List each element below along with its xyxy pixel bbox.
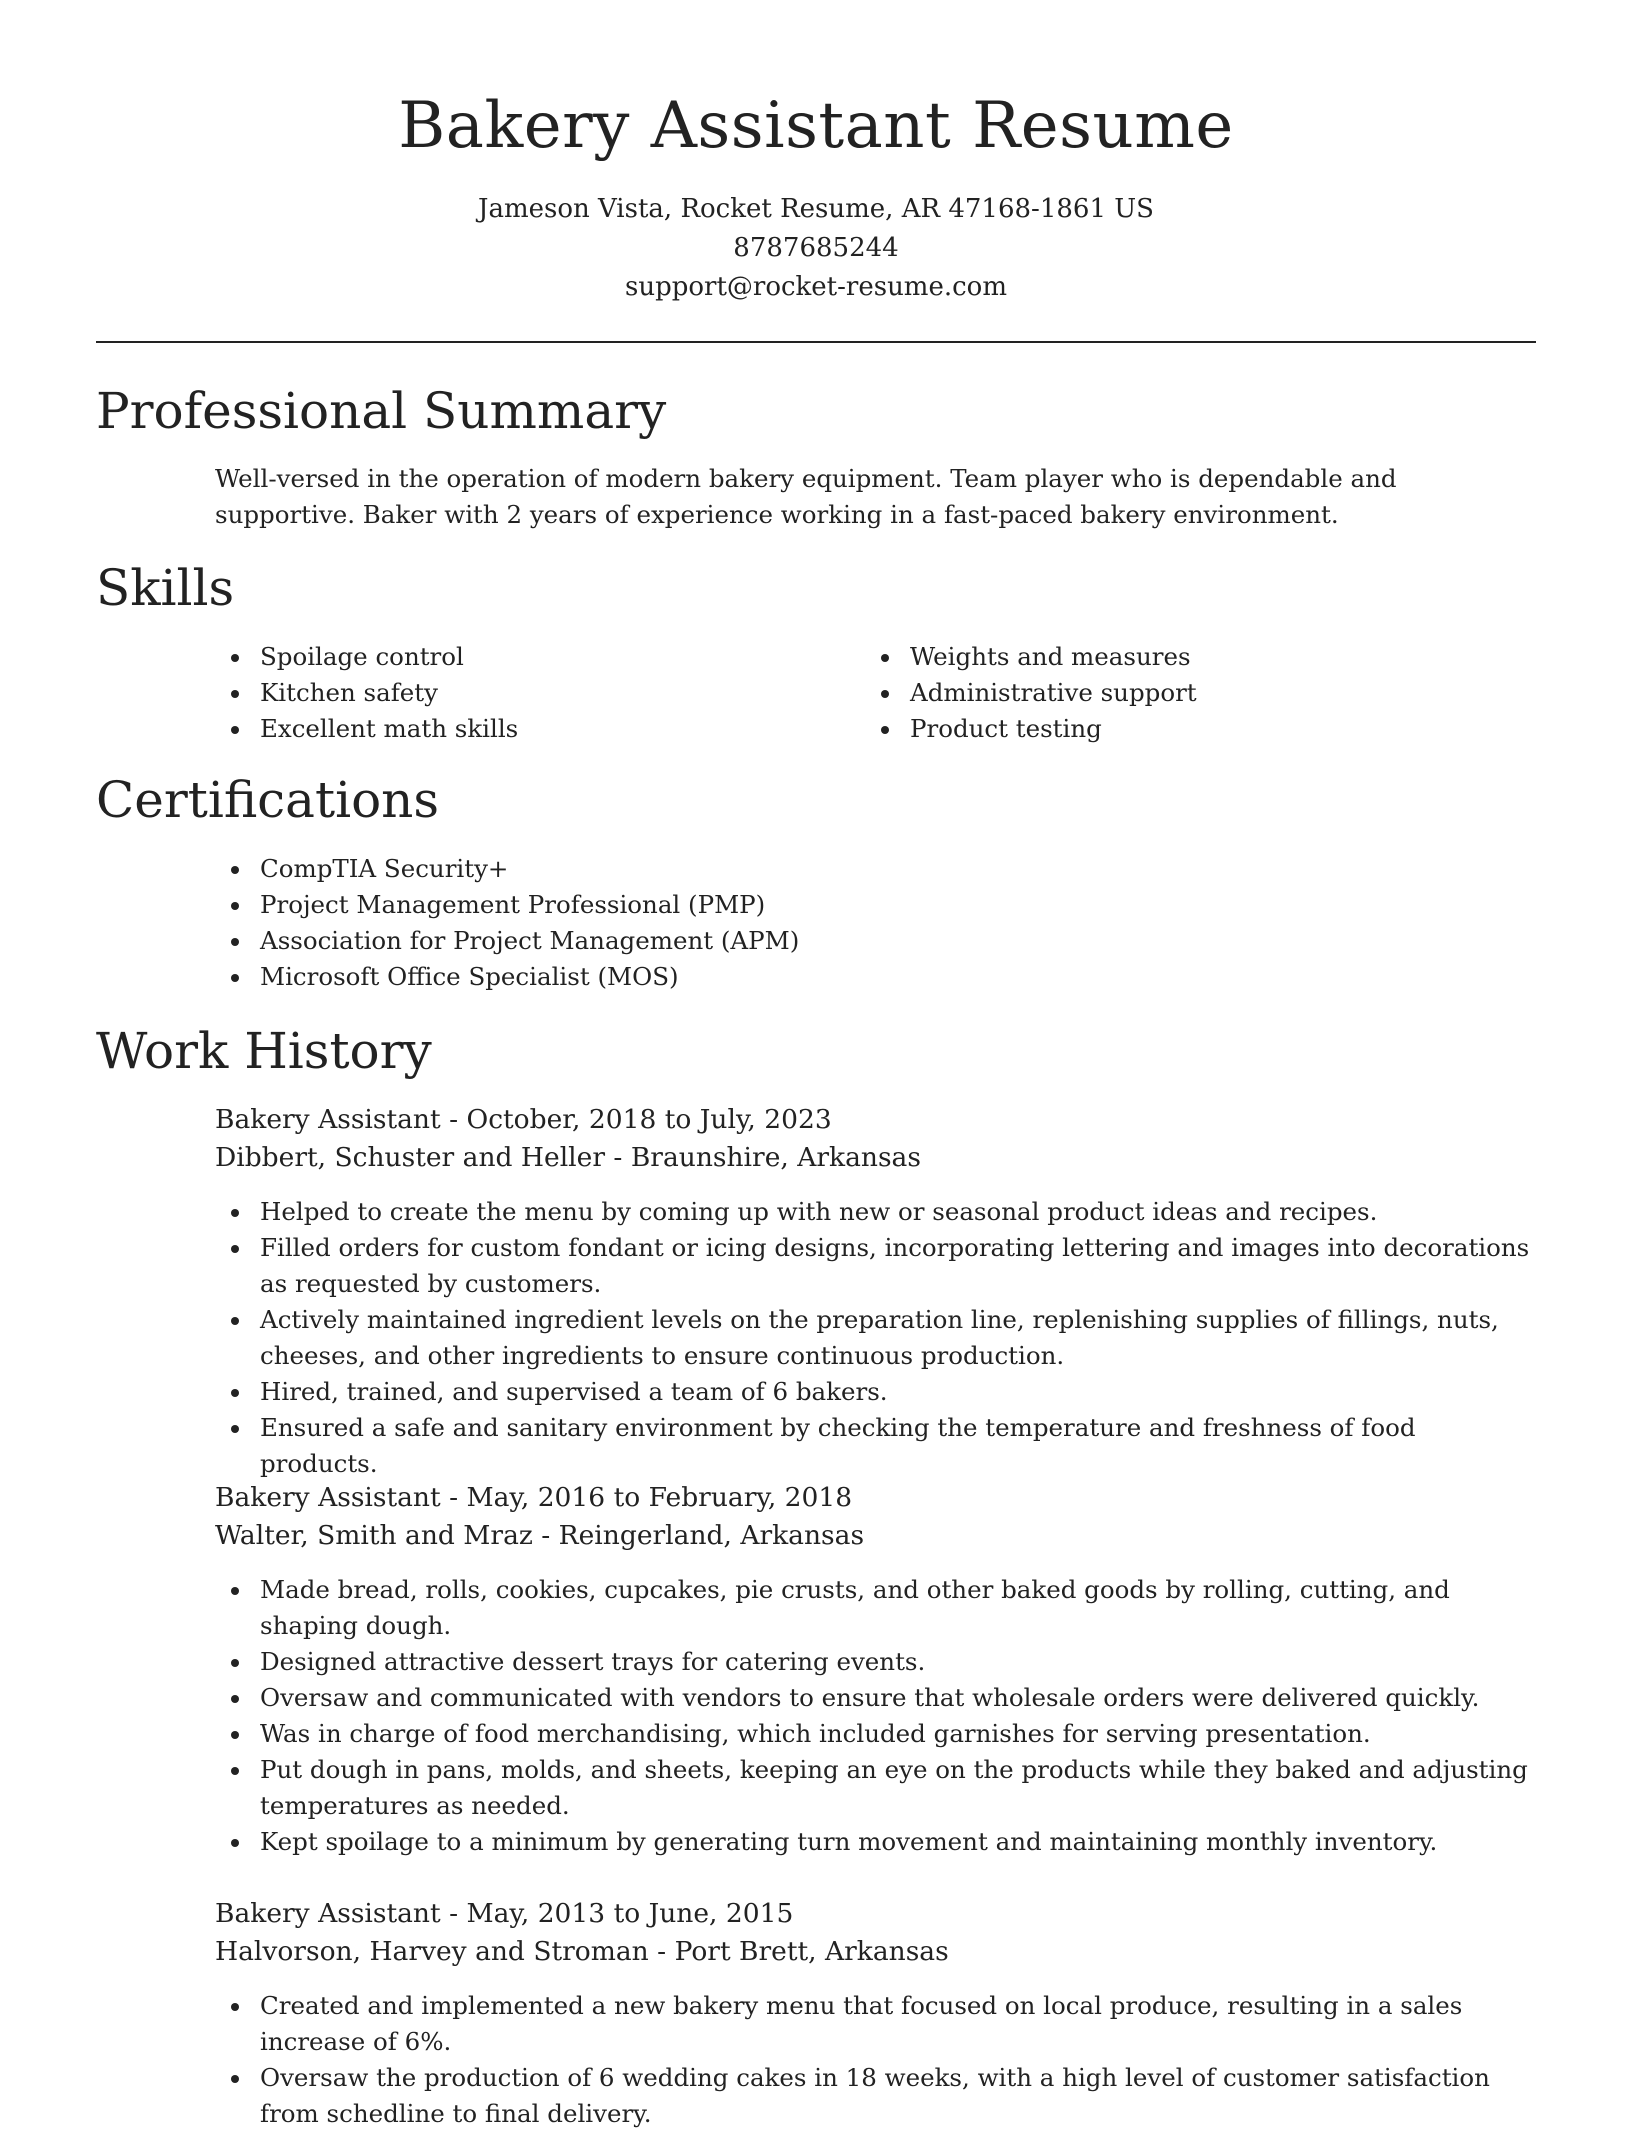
certifications-list (96, 851, 1536, 995)
section-heading-certifications: Certifications (96, 771, 440, 829)
job-bullet: Kept spoilage to a minimum by generating turn movement and maintaining monthly inventory. (96, 1824, 1536, 1860)
certification-item: Microsoft Office Specialist (MOS) (96, 959, 1536, 995)
header-divider (96, 341, 1536, 343)
certification-item: Association for Project Management (APM) (96, 923, 1536, 959)
job-title-line: Bakery Assistant - October, 2018 to July, 2023 (215, 1104, 832, 1135)
job-title: Bakery Assistant (215, 1482, 441, 1513)
job-bullet: Oversaw and communicated with vendors to ensure that wholesale orders were delivered quickly. (96, 1680, 1536, 1716)
job-bullet: Created and implemented a new bakery menu that focused on local produce, resulting in a sales increase of 6%. (96, 1988, 1536, 2060)
job-dates: May, 2016 to February, 2018 (466, 1482, 853, 1513)
job-dates: May, 2013 to June, 2015 (466, 1898, 794, 1929)
job-dates: October, 2018 to July, 2023 (466, 1104, 832, 1135)
job-title: Bakery Assistant (215, 1104, 441, 1135)
job-bullets (96, 1194, 1536, 1482)
job-title-line: Bakery Assistant - May, 2013 to June, 2015 (215, 1898, 794, 1929)
job-bullet: Hired, trained, and supervised a team of 6 bakers. (96, 1374, 1536, 1410)
section-heading-skills: Skills (96, 559, 235, 617)
job-bullet: Helped to create the menu by coming up with new or seasonal product ideas and recipes. (96, 1194, 1536, 1230)
summary-text: Well-versed in the operation of modern bakery equipment. Team player who is dependable and supportive. Baker with 2 years of experience working in a fast-paced bakery environment. (215, 464, 1397, 529)
contact-block (96, 190, 1536, 307)
job-company-line: Dibbert, Schuster and Heller - Braunshire, Arkansas (215, 1142, 921, 1173)
job-bullets (96, 1988, 1536, 2132)
job-location: Port Brett, Arkansas (674, 1936, 949, 1967)
skill-item: Administrative support (746, 675, 1446, 711)
contact-phone: 8787685244 (733, 233, 899, 263)
skill-item: Product testing (746, 711, 1446, 747)
job-bullet: Made bread, rolls, cookies, cupcakes, pie crusts, and other baked goods by rolling, cutting, and shaping dough. (96, 1572, 1536, 1644)
skill-item: Excellent math skills (96, 711, 796, 747)
contact-email: support@rocket-resume.com (624, 272, 1007, 302)
job-title-line: Bakery Assistant - May, 2016 to February, 2018 (215, 1482, 853, 1513)
skills-column-left (96, 639, 796, 747)
job-bullet: Oversaw the production of 6 wedding cakes in 18 weeks, with a high level of customer satisfaction from schedline to final delivery. (96, 2060, 1536, 2132)
skill-item: Weights and measures (746, 639, 1446, 675)
skill-item: Kitchen safety (96, 675, 796, 711)
contact-address: Jameson Vista, Rocket Resume, AR 47168-1861 US (478, 194, 1154, 224)
section-heading-summary: Professional Summary (96, 382, 667, 440)
job-company-line: Walter, Smith and Mraz - Reingerland, Arkansas (215, 1520, 865, 1551)
job-bullet: Ensured a safe and sanitary environment by checking the temperature and freshness of food products. (96, 1410, 1536, 1482)
job-title: Bakery Assistant (215, 1898, 441, 1929)
job-location: Braunshire, Arkansas (630, 1142, 921, 1173)
job-bullet: Was in charge of food merchandising, which included garnishes for serving presentation. (96, 1716, 1536, 1752)
job-bullet: Filled orders for custom fondant or icing designs, incorporating lettering and images into decorations as requested by customers. (96, 1230, 1536, 1302)
job-company: Walter, Smith and Mraz (215, 1520, 533, 1551)
certification-item: CompTIA Security+ (96, 851, 1536, 887)
job-bullets (96, 1572, 1536, 1860)
job-company-line: Halvorson, Harvey and Stroman - Port Brett, Arkansas (215, 1936, 949, 1967)
section-heading-work-history: Work History (96, 1022, 432, 1080)
job-company: Halvorson, Harvey and Stroman (215, 1936, 649, 1967)
skills-column-right (746, 639, 1446, 747)
certification-item: Project Management Professional (PMP) (96, 887, 1536, 923)
job-bullet: Designed attractive dessert trays for catering events. (96, 1644, 1536, 1680)
job-bullet: Put dough in pans, molds, and sheets, keeping an eye on the products while they baked and adjusting temperatures as needed. (96, 1752, 1536, 1824)
resume-title: Bakery Assistant Resume (398, 89, 1234, 163)
job-location: Reingerland, Arkansas (558, 1520, 865, 1551)
job-company: Dibbert, Schuster and Heller (215, 1142, 605, 1173)
job-bullet: Actively maintained ingredient levels on the preparation line, replenishing supplies of fillings, nuts, cheeses, and other ingredients to ensure continuous production. (96, 1302, 1536, 1374)
skill-item: Spoilage control (96, 639, 796, 675)
